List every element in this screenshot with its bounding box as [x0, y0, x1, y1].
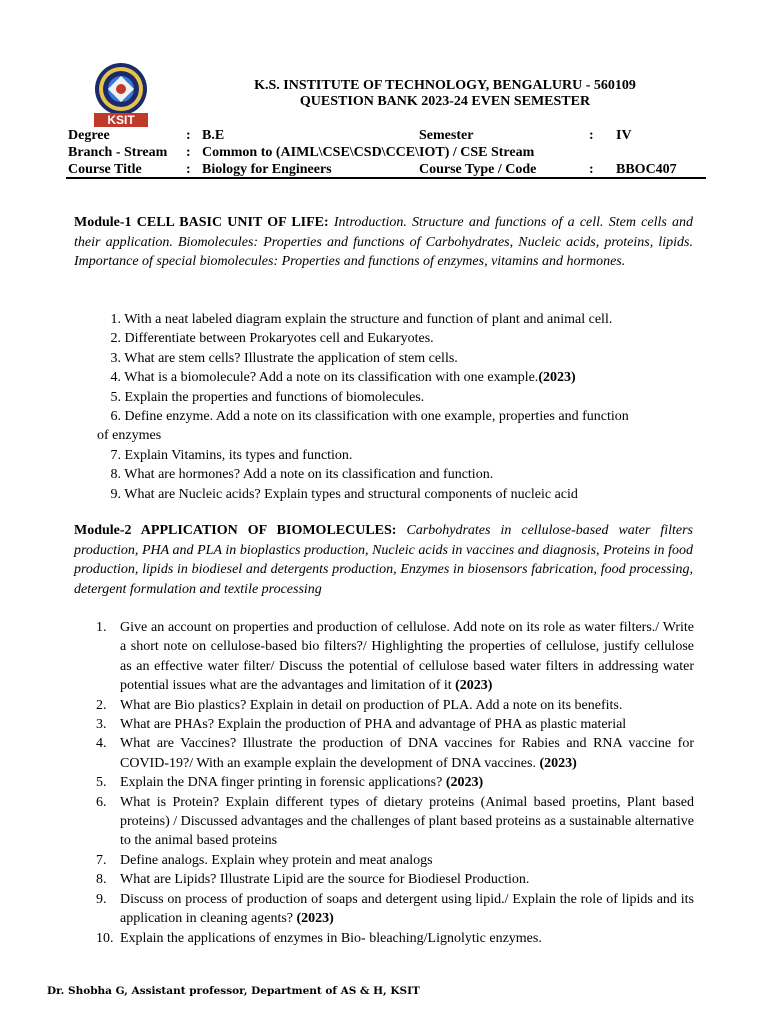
info-row-degree	[67, 127, 707, 144]
question-text: Define analogs. Explain whey protein and meat analogs	[120, 852, 433, 868]
degree-colon: :	[186, 128, 191, 143]
degree-value: B.E	[202, 128, 225, 143]
course-value: Biology for Engineers	[202, 162, 332, 177]
question-text: What are hormones? Add a note on its classification and function.	[124, 467, 494, 483]
question-item	[97, 446, 697, 465]
question-number: 2.	[110, 331, 121, 347]
question-year: (2023)	[296, 911, 334, 927]
question-item	[96, 773, 694, 792]
question-text: What are Vaccines? Illustrate the production of DNA vaccines for Rabies and RNA vaccine for COVID-19?/ With an example explain the development of DNA vaccines.	[120, 736, 694, 771]
course-type-colon: :	[589, 162, 594, 177]
branch-label: Branch - Stream	[68, 145, 168, 160]
question-text: What are Lipids? Illustrate Lipid are the source for Biodiesel Production.	[120, 872, 530, 888]
question-item	[96, 696, 694, 715]
question-text: What is Protein? Explain different types of dietary proteins (Animal based proetins, Plant based proteins) / Discussed advantages and the challenges of plant based proteins as a sustainable alternative to the animal based proteins	[120, 794, 694, 849]
course-code-value: BBOC407	[616, 162, 677, 177]
question-text: Explain the properties and functions of biomolecules.	[124, 389, 425, 405]
question-text: Explain Vitamins, its types and function.	[124, 447, 353, 463]
question-number: 8.	[96, 872, 107, 888]
question-number: 7.	[96, 852, 107, 868]
module-1-questions	[97, 310, 697, 504]
course-label: Course Title	[68, 162, 142, 177]
module-2-description: Carbohydrates in cellulose-based water filters production, PHA and PLA in bioplastics production, Nucleic acids in vaccines and diagnosis, Proteins in food production, lipids in biodiesel and detergents production, Enzymes in biosensors fabrication, food processing, detergent formulation and textile processing	[74, 523, 693, 597]
footer-author: Dr. Shobha G, Assistant professor, Department of AS & H, KSIT	[47, 985, 420, 997]
question-number: 8.	[110, 467, 121, 483]
branch-colon: :	[186, 145, 191, 160]
question-number: 10.	[96, 930, 114, 946]
question-text: Give an account on properties and production of cellulose. Add note on its role as water filters./ Write a short note on cellulose-based bio filters?/ Highlighting the properties of cellulose, justify cellulose as an effective water filter/ Discuss the potential of cellulose based water filters in addressing water potential issues what are the advantages and limitation of it	[120, 620, 694, 694]
question-year: (2023)	[539, 755, 577, 771]
question-text: Explain the applications of enzymes in Bio- bleaching/Lignolytic enzymes.	[120, 930, 542, 946]
semester-value: IV	[616, 128, 632, 143]
degree-label: Degree	[68, 128, 110, 143]
document-subtitle: QUESTION BANK 2023-24 EVEN SEMESTER	[299, 94, 591, 109]
question-item	[97, 407, 697, 426]
question-number: 4.	[110, 370, 121, 386]
question-item	[96, 851, 694, 870]
question-number: 7.	[110, 447, 121, 463]
course-colon: :	[186, 162, 191, 177]
question-number: 1.	[96, 620, 107, 635]
question-number: 6.	[110, 409, 121, 425]
question-item	[96, 793, 694, 851]
document-header	[150, 78, 740, 110]
question-text: Discuss on process of production of soaps and detergent using lipid./ Explain the role of lipids and its application in cleaning agents?	[120, 891, 694, 927]
question-number: 5.	[96, 775, 107, 791]
question-item	[97, 485, 697, 504]
question-text: With a neat labeled diagram explain the structure and function of plant and animal cell.	[124, 312, 613, 327]
question-number: 2.	[96, 697, 107, 713]
question-year: (2023)	[538, 370, 576, 386]
question-number: 9.	[110, 486, 121, 502]
question-year: (2023)	[445, 775, 484, 791]
module-2-heading	[74, 521, 693, 599]
question-number: 1.	[110, 312, 121, 327]
info-row-course	[67, 161, 707, 178]
course-info	[67, 127, 707, 178]
question-number: 3.	[96, 717, 107, 733]
question-item	[97, 426, 697, 445]
question-item	[96, 618, 694, 696]
question-year: (2023)	[455, 678, 493, 694]
semester-colon: :	[589, 128, 594, 143]
question-item	[96, 734, 694, 773]
question-item	[96, 929, 694, 948]
question-item	[96, 715, 694, 734]
question-text: Differentiate between Prokaryotes cell and Eukaryotes.	[124, 331, 434, 347]
semester-label: Semester	[419, 128, 474, 143]
question-number: 3.	[110, 350, 121, 366]
question-item	[96, 870, 694, 889]
question-item	[97, 465, 697, 484]
question-text: Explain the DNA finger printing in forensic applications?	[120, 775, 446, 791]
module-2-title: Module-2 APPLICATION OF BIOMOLECULES:	[74, 523, 397, 538]
branch-value: Common to (AIML\CSE\CSD\CCE\IOT) / CSE Stream	[202, 145, 535, 160]
module-1-title: Module-1 CELL BASIC UNIT OF LIFE:	[74, 215, 329, 230]
course-type-label: Course Type / Code	[419, 162, 537, 177]
module-1-heading	[74, 213, 693, 272]
institute-name: K.S. INSTITUTE OF TECHNOLOGY, BENGALURU - 560109	[254, 78, 636, 93]
logo-text: KSIT	[107, 113, 135, 127]
info-row-branch	[67, 144, 707, 161]
question-item	[97, 349, 697, 368]
question-item	[97, 329, 697, 348]
question-item	[97, 310, 697, 329]
question-text: What are Bio plastics? Explain in detail on production of PLA. Add a note on its benefits.	[120, 697, 623, 713]
question-text: of enzymes	[97, 428, 162, 444]
question-text: What is a biomolecule? Add a note on its classification with one example.	[124, 370, 539, 386]
module-2-questions	[96, 618, 694, 948]
question-number: 6.	[96, 794, 107, 810]
module-1-description: Introduction. Structure and functions of a cell. Stem cells and their application. Biomolecules: Properties and functions of Carbohydrates, Nucleic acids, proteins, lipids. Importance of special biomolecules: Properties and functions of enzymes, vitamins and hormones.	[74, 215, 693, 269]
question-item	[97, 368, 697, 387]
header-divider	[66, 177, 706, 179]
question-item	[97, 388, 697, 407]
question-number: 9.	[96, 891, 107, 907]
question-text: What are PHAs? Explain the production of PHA and advantage of PHA as plastic material	[120, 717, 627, 733]
question-text: What are Nucleic acids? Explain types and structural components of nucleic acid	[124, 486, 578, 502]
institute-logo	[90, 62, 152, 128]
question-item	[96, 890, 694, 929]
question-number: 5.	[110, 389, 121, 405]
question-text: Define enzyme. Add a note on its classification with one example, properties and function	[124, 409, 629, 425]
question-number: 4.	[96, 736, 107, 752]
question-text: What are stem cells? Illustrate the application of stem cells.	[124, 350, 458, 366]
